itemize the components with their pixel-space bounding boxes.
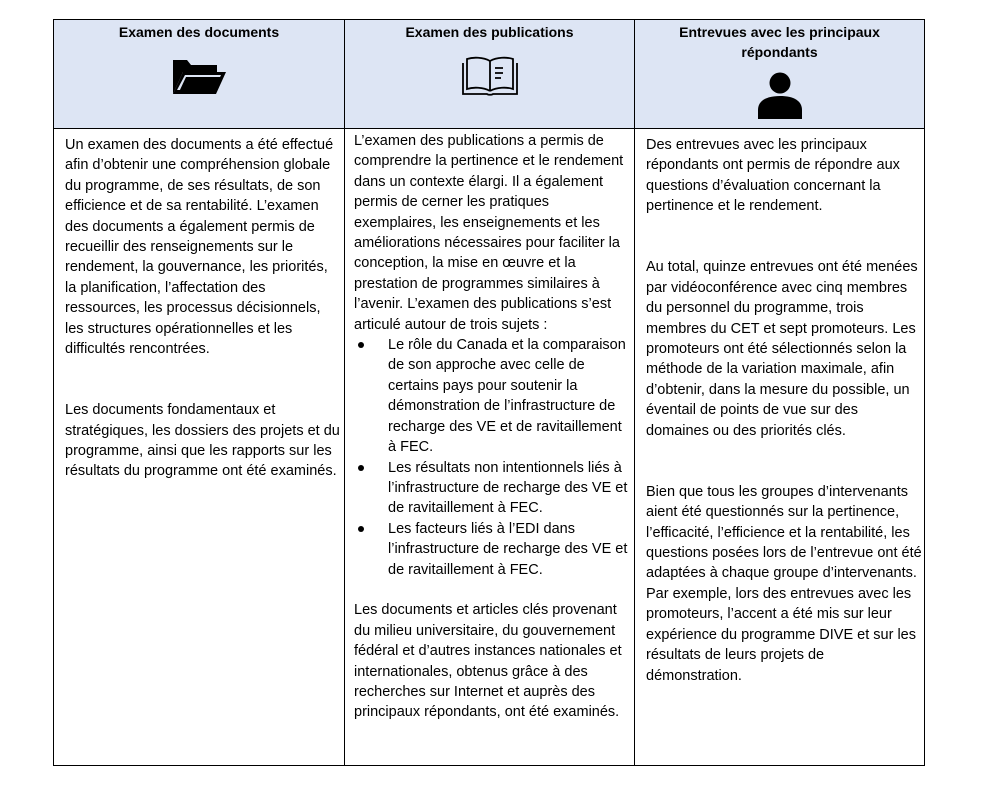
paragraph: L’examen des publications a permis de comprendre la pertinence et le rendement dans un contexte élargi. Il a également permis de cerner les pratiques exemplaires, les enseignements et les améliorations nécessaires pour faciliter la conception, la mise en œuvre et la prestation de programmes similaires à l’avenir. L’examen des publications s’est articulé autour de trois sujets : (354, 133, 624, 333)
paragraph: Les documents et articles clés provenant du milieu universitaire, du gouvernement fédéral et d’autres instances nationales et internationales, obtenus grâce à des recherches sur Internet et auprès des principaux répondants, ont été examinés. (354, 602, 622, 721)
paragraph: Des entrevues avec les principaux répondants ont permis de répondre aux questions d’évaluation concernant la pertinence et le rendement. (646, 137, 900, 215)
list-item-text: Les résultats non intentionnels liés à l’infrastructure de recharge des VE et de ravitaillement à FEC. (388, 459, 628, 517)
paragraph: Bien que tous les groupes d’intervenants aient été questionnés sur la pertinence, l’efficacité, l’efficience et la rentabilité, les questions posées lors de l’entrevue ont été adaptées à chaque groupe d’intervenants. Par exemple, lors des entrevues avec les promoteurs, l’accent a été mis sur leur expérience du programme DIVE et sur les résultats de leurs projets de démonstration. (646, 483, 922, 684)
bullet-icon (358, 526, 364, 532)
paragraph: Les documents fondamentaux et stratégiques, les dossiers des projets et du programme, ainsi que les rapports sur les résultats du programme ont été examinés. (65, 402, 340, 480)
paragraph: Un examen des documents a été effectué afin d’obtenir une compréhension globale du programme, de ses résultats, de son efficience et de sa rentabilité. L’examen des documents a également permis de recueillir des renseignements sur le rendement, la gouvernance, les priorités, la planification, l’affectation des ressources, les processus décisionnels, les structures opérationnelles et les difficultés rencontrées. (65, 137, 334, 358)
body-cell-publications (354, 129, 629, 723)
header-title-interviews-line1: Entrevues avec les principaux (679, 24, 880, 40)
header-title-interviews (635, 20, 924, 62)
header-title-interviews-line2: répondants (741, 44, 818, 60)
person-icon (757, 72, 803, 120)
topic-list (354, 335, 629, 580)
bullet-icon (358, 465, 364, 471)
list-item (354, 458, 629, 519)
header-cell-interviews (635, 20, 924, 128)
header-title-publications: Examen des publications (405, 24, 574, 40)
paragraph: Au total, quinze entrevues ont été menées par vidéoconférence avec cinq membres du personnel du programme, trois membres du CET et sept promoteurs. Les promoteurs ont été sélectionnés selon la méthode de la variation maximale, afin d’obtenir, dans la mesure du possible, un éventail de points de vue sur des domaines ou des priorités clés. (646, 259, 918, 439)
methods-table (53, 19, 925, 766)
header-title-documents: Examen des documents (118, 24, 280, 40)
list-item (354, 519, 629, 580)
list-item (354, 335, 629, 457)
column-divider (344, 20, 345, 765)
folder-open-icon (171, 56, 227, 96)
open-book-icon (461, 53, 519, 97)
header-cell-documents (54, 20, 344, 128)
bullet-icon (358, 342, 364, 348)
header-cell-publications (345, 20, 634, 128)
body-cell-interviews (646, 129, 922, 686)
list-item-text: Le rôle du Canada et la comparaison de son approche avec celle de certains pays pour soutenir la démonstration de l’infrastructure de recharge des VE et de ravitaillement à FEC. (388, 337, 626, 456)
list-item-text: Les facteurs liés à l’EDI dans l’infrastructure de recharge des VE et de ravitaillement à FEC. (388, 520, 628, 578)
body-cell-documents (65, 129, 340, 482)
column-divider (634, 20, 635, 765)
